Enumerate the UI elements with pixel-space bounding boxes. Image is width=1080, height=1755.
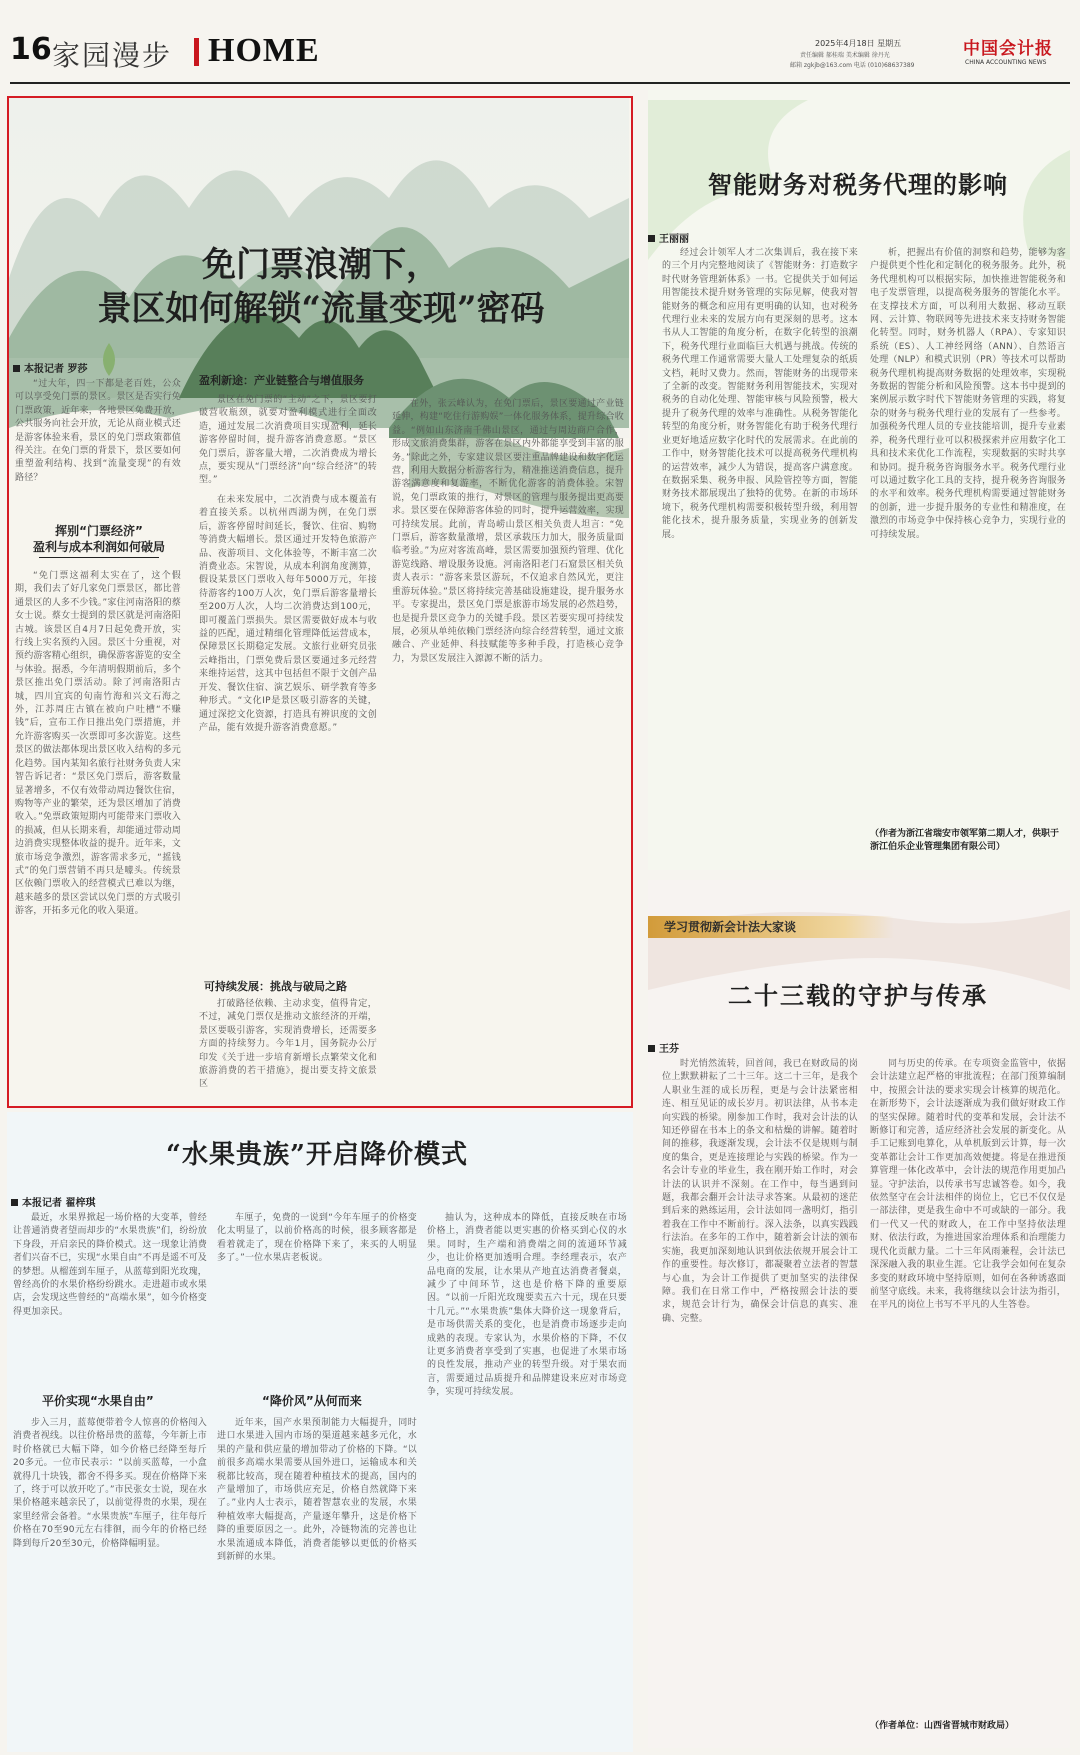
issue-date: 2025年4月18日 星期五: [815, 39, 902, 48]
scenic-subhead-2: [29, 523, 169, 558]
fruit-article: [7, 1112, 633, 1752]
subhead-underline: [39, 557, 159, 558]
section-en: HOME: [208, 32, 320, 69]
scenic-col2-top: 景区在免门票的“主动”之下，景区要打破营收瓶颈，就要对盈利模式进行全面改造，通过发展二次消费项目实现盈利，延长游客停留时间，提升游客消费意愿。“景区免门票后，游客量大增，二次消费成为增长点，要实现从“门票经济”向“综合经济”的转型。”: [199, 395, 377, 486]
scenic-col1-top: “过大年，四一下都是老百姓，公众可以享受免门票的景区。景区是否实行免门票政策，近年来，各地景区免费开放，公共服务向社会开放，无论从商业模式还是游客体验来看，景区的免门票政策都值得关注。在免门票的背景下，景区要如何重塑盈利结构、找到“流量变现”的有效路径？: [15, 379, 181, 483]
editor-line: 责任编辑 郝桂瑞 美术编辑 徐丹光: [800, 52, 890, 59]
section-divider: [194, 38, 199, 66]
paper-name-cn: 中国会计报: [963, 39, 1053, 59]
masthead: [10, 30, 1070, 82]
law-article: [648, 880, 1070, 1748]
header-rule: [10, 82, 1070, 84]
law-author-credit: （作者单位：山西省晋城市财政局）: [870, 1721, 1015, 1731]
tax-author-credit: （作者为浙江省瑞安市领军第二期人才，供职于浙江伯乐企业管理集团有限公司）: [870, 829, 1060, 852]
fruit-col2-top: 车厘子，免费的一说到“今年车厘子的价格变化太明显了，以前价格高的时候，很多顾客都是看着就走了，现在价格降下来了，来买的人明显多了。”一位水果店老板说。: [217, 1213, 417, 1264]
scenic-article-box: [7, 96, 633, 1108]
tax-byline: 王丽丽: [648, 230, 689, 245]
fruit-byline: 本报记者 翟梓琪: [11, 1194, 95, 1209]
scenic-col2-bottom: 打破路径依赖、主动求变，值得肯定，不过，减免门票仅是推动文旅经济的开端，景区要吸引游客，实现消费增长，还需要多方面的持续努力。今年1月，国务院办公厅印发《关于进一步培育新增长点繁荣文化和旅游消费的若干措施》，提出要支持文旅景区: [199, 999, 377, 1090]
scenic-title-line2: 景区如何解锁“流量变现”密码: [97, 289, 545, 329]
page-number: 16: [10, 32, 52, 67]
scenic-col2-body: 在未来发展中，二次消费与成本覆盖有着直接关系。以杭州西湖为例，在免门票后，游客停留时间延长，餐饮、住宿、购物等消费大幅增长。景区通过开发特色旅游产品、夜游项目、文化体验等，不断丰富二次消费业态。宋智说，从成本利润角度测算，假设某景区门票收入每年5000万元，年接待游客约100万人次，免门票后游客量增长至200万人次，人均二次消费达到100元，即可覆盖门票损失。景区需要做好成本与收益的匹配，通过精细化管理降低运营成本，保障景区长期稳定发展。文旅行业研究员张云峰指出，门票免费后景区要通过多元经营来维持运营，这其中包括但不限于文创产品开发、餐饮住宿、演艺娱乐、研学教育等多种形式。“文化IP是景区吸引游客的关键，通过深挖文化资源，打造具有辨识度的文创产品，能有效提升游客消费意愿。”: [199, 495, 377, 733]
fruit-col3: 抽认为，这种成本的降低，直接反映在市场价格上，消费者能以更实惠的价格买到心仪的水果。同时，生产端和消费端之间的流通环节减少，也让价格更加透明合理。李经理表示，农产品电商的发展，让水果从产地直达消费者餐桌，减少了中间环节，这也是价格下降的重要原因。“以前一斤阳光玫瑰要卖五六十元，现在只要十几元。”“水果贵族”集体大降价这一现象背后，是市场供需关系的变化，也是消费市场逐步走向成熟的表现。专家认为，水果价格的下降，不仅让更多消费者享受到了实惠，也促进了水果市场的良性发展，推动产业的转型升级。对于果农而言，需要通过品质提升和品牌建设来应对市场竞争，实现可持续发展。: [427, 1213, 627, 1398]
fruit-col1-body: 步入三月，蓝莓便带着令人惊喜的价格闯入消费者视线。以往价格昂贵的蓝莓，今年新上市时价格就已大幅下降，如今价格已经降至每斤20多元。一位市民表示：“以前买蓝莓，一小盒就得几十块钱，都舍不得多买。现在价格降下来了，终于可以放开吃了。”市民张女士说，现在水果价格越来越亲民了，以前觉得贵的水果，现在家里经常会备着。“水果贵族”车厘子，往年每斤价格在70至90元左右徘徊，而今年的价格已经降到每斤20至30元，价格降幅明显。: [13, 1418, 207, 1549]
fruit-col2-body: 近年来，国产水果预制能力大幅提升，同时进口水果进入国内市场的渠道越来越多元化，水果的产量和供应量的增加带动了价格的下降。“以前很多高端水果需要从国外进口，运输成本和关税都比较高，现在随着种植技术的提高，国内的产量增加了，市场供应充足，价格自然就降下来了。”业内人士表示，随着智慧农业的发展，水果种植效率大幅提高，产量逐年攀升，这是价格下降的重要原因之一。此外，冷链物流的完善也让水果流通成本降低，消费者能够以更低的价格买到新鲜的水果。: [217, 1418, 417, 1563]
fruit-subhead-1: 平价实现“水果自由”: [42, 1394, 154, 1408]
scenic-subhead-2-line1: 挥别“门票经济”: [55, 524, 143, 538]
scenic-subhead-3: 可持续发展：挑战与破局之路: [204, 980, 347, 993]
law-byline: 王芬: [648, 1040, 679, 1055]
scenic-col1-body: “免门票这福利太实在了，这个假期，我们去了好几家免门票景区，都比普通景区的人多不少钱。”家住河南洛阳的蔡女士说。蔡女士提到的景区就是河南洛阳古城。该景区自4月7日起免费开放，实行线上实名预约入园。景区十分重视，对预约游客精心组织，确保游客游览的安全与体验。据悉，今年清明假期前后，多个景区推出免门票活动。除了河南洛阳古城，四川宜宾的旬南竹海和兴文石海之外，江苏周庄古镇在被向户吐槽“不赚钱”后，宣布工作日推出免门票措施，并允许游客购买一次票即可多次游览。这些景区的做法都体现出景区收入结构的多元化趋势。国内某知名旅行社财务负责人宋智告诉记者：“景区免门票后，游客数量显著增多，不仅有效带动周边餐饮住宿，购物等产业的繁荣，还为景区增加了消费收入。”免票政策短期内可能带来门票收入的损减，但从长期来看，却能通过带动周边消费实现整体收益的提升。近年来，文旅市场竞争激烈，游客需求多元，“摇钱式”的免门票营销不再只是噱头。传统景区依赖门票收入的经营模式已难以为继，越来越多的景区尝试以免门票的方式吸引游客，开拓多元化的收入渠道。: [15, 571, 181, 917]
law-title: 二十三载的守护与传承: [728, 981, 988, 1010]
contact-line: 邮箱 zgkjb@163.com 电话 (010)68637389: [790, 62, 915, 69]
fruit-title: “水果贵族”开启降价模式: [166, 1140, 468, 1170]
scenic-byline: 本报记者 罗莎: [13, 360, 87, 375]
scenic-headline: [61, 243, 581, 331]
tax-title: 智能财务对税务代理的影响: [708, 170, 1008, 199]
scenic-title-line1: 免门票浪潮下，: [202, 245, 440, 285]
tax-col1: 经过会计领军人才二次集训后，我在接下来的三个月内完整地阅读了《智能财务：打造数字时代财务管理新体系》一书。它提供关于如何运用智能技术提升财务管理的实际见解，使我对智能财务的概念和应用有更明确的认知，也对税务代理行业未来的发展方向有更深刻的思考。这本书从人工智能的角度分析，在数字化转型的浪潮下，税务代理行业面临巨大机遇与挑战。传统的税务代理工作通常需要大量人工处理复杂的纸质文档，耗时又费力。然而，智能财务的出现带来了全新的改变。智能财务利用智能技术，实现对税务的自动化处理、智能审核与风险预警，极大提升了税务代理的效率与准确性。从税务智能化转型的角度分析，财务智能化有助于税务代理行业更好地适应数字化时代的发展需求。在此前的工作中，财务智能化技术可以提高税务代理机构的运营效率，减少人为错误，提高客户满意度。在数据采集、税务申报、风险管控等方面，智能财务技术都展现出了独特的优势。在新的市场环境下，税务代理机构需要积极转型升级，利用智能化技术，提升服务质量，实现业务的创新发展。: [662, 248, 858, 540]
tax-article: [648, 90, 1070, 870]
scenic-subhead-1: 盈利新途：产业链整合与增值服务: [199, 374, 364, 387]
section-cn: 家园漫步: [52, 39, 173, 72]
scenic-subhead-2-line2: 盈利与成本利润如何破局: [32, 540, 165, 554]
law-col2: 同与历史的传承。在专项资金监管中，依据会计法建立起严格的审批流程；在部门预算编制中，按照会计法的要求实现会计核算的规范化。在新形势下，会计法逐渐成为我们做好财政工作的坚实保障。随着时代的变革和发展，会计法不断修订和完善，适应经济社会发展的新变化。从手工记账到电算化，从单机版到云计算，每一次变革都让会计工作更加高效便捷。将是在推进预算管理一体化改革中，会计法的规范作用更加凸显。守护法治，以传承书写忠诚答卷。如今，我依然坚守在会计法相伴的岗位上，它已不仅仅是一部法律，更是我生命中不可或缺的一部分。我们一代又一代的财政人，在工作中坚持依法理财、依法行政，为推进国家治理体系和治理能力现代化贡献力量。二十三年风雨兼程，会计法已深深融入我的职业生涯。它让我学会如何在复杂多变的财政环境中坚持原则，如何在各种诱惑面前坚守底线。未来，我将继续以会计法为指引，在平凡的岗位上书写不平凡的人生答卷。: [870, 1059, 1066, 1311]
tax-col2: 析，把握出有价值的洞察和趋势，能够为客户提供更个性化和定制化的税务服务。此外，税务代理机构可以根据实际，加快推进智能税务和电子发票管理，以提高税务服务的智能化水平。在支撑技术方面，可以利用大数据、移动互联网、云计算、物联网等先进技术来支持财务智能化转型。同时，财务机器人（RPA）、专家知识系统（ES）、人工神经网络（ANN）、自然语言处理（NLP）和模式识别（PR）等技术可以帮助税务代理机构提高财务数据的处理效率，实现税务数据的智能分析和风险预警。这本书中提到的案例展示数字时代下智能财务管理的实践，将复杂的财务与税务代理行业的发展有了一些参考。加强税务代理人员的专业技能培训，提升专业素养，税务代理行业可以积极探索并应用数字化工具和技术来优化工作流程，实现数据的实时共享和协同。提升税务咨询服务水平。税务代理行业可以通过数字化工具的支持，提升税务咨询服务的水平和效率。税务代理机构需要通过智能财务的创新，进一步提升服务的专业性和精准度，在激烈的市场竞争中保持核心竞争力，实现行业的可持续发展。: [870, 248, 1066, 540]
law-banner: 学习贯彻新会计法大家谈: [648, 916, 894, 938]
scenic-col3: 在外，张云峰认为，在免门票后，景区要通过产业链延伸，构建“吃住行游购娱”一体化服务体系，提升综合收益。“例如山东济南千佛山景区，通过与周边商户合作，形成文旅消费集群，游客在景区内外都能享受到丰富的服务。”除此之外，专家建议景区要注重品牌建设和数字化运营，利用大数据分析游客行为，精准推送消费信息，提升游客满意度和复游率，不断优化游客的消费体验。宋智说，免门票政策的推行，对景区的管理与服务提出更高要求。景区要在保障游客体验的同时，提升运营效率，实现可持续发展。此前，青岛崂山景区相关负责人坦言：“免门票后，游客数量激增，景区承载压力加大，服务质量面临考验。”为应对客流高峰，景区需要加强预约管理、优化游览线路、增设服务设施。河南洛阳老门石窟景区相关负责人表示：“游客来景区游玩，不仅追求自然风光，更注重游玩体验。”景区将持续完善基础设施建设，提升服务水平。专家提出，景区免门票是旅游市场发展的必然趋势，也是提升景区竞争力的关键手段。景区若要实现可持续发展，必须从单纯依赖门票经济向综合经营转型，通过文旅融合、产业延伸、科技赋能等多种手段，打造核心竞争力，为景区发展注入源源不断的活力。: [392, 399, 624, 664]
law-col1: 时光悄然流转，回首间，我已在财政局的岗位上默默耕耘了二十三年。这二十三年，是我个人职业生涯的成长历程，更是与会计法紧密相连、相互见证的成长岁月。初识法律，从书本走向实践的桥梁。刚参加工作时，我对会计法的认知还停留在书本上的条文和枯燥的讲解。随着时间的推移，我逐渐发现，会计法不仅是规则与制度的集合，更是连接理论与实践的桥梁。作为一名会计专业的毕业生，我在刚开始工作时，对会计法的认识并不深刻。在工作中，每当遇到问题，我都会翻开会计法寻求答案。从最初的迷茫到后来的熟练运用，会计法如同一盏明灯，指引着我在工作中不断前行。深入法条，以真实践践行法治。在多年的工作中，随着新会计法的颁布实施，我更加深刻地认识到依法依规开展会计工作的重要性。每次修订，都凝聚着立法者的智慧与心血，为会计工作提供了更加坚实的法律保障。我们在日常工作中，严格按照会计法的要求，规范会计行为，确保会计信息的真实、准确、完整。: [662, 1059, 858, 1324]
fruit-col1-top: 最近，水果界掀起一场价格的大变革，曾经让普通消费者望而却步的“水果贵族”们，纷纷放下身段，开启亲民的降价模式。这一现象让消费者们兴奋不已，实现“水果自由”不再是遥不可及的梦想。从榴莲到车厘子，从蓝莓到阳光玫瑰，曾经高价的水果价格纷纷跳水。走进超市或水果店，会发现这些曾经的“高端水果”，如今价格变得更加亲民。: [13, 1213, 207, 1317]
paper-name-en: CHINA ACCOUNTING NEWS: [965, 59, 1047, 66]
fruit-subhead-2: “降价风”从何而来: [262, 1394, 362, 1408]
